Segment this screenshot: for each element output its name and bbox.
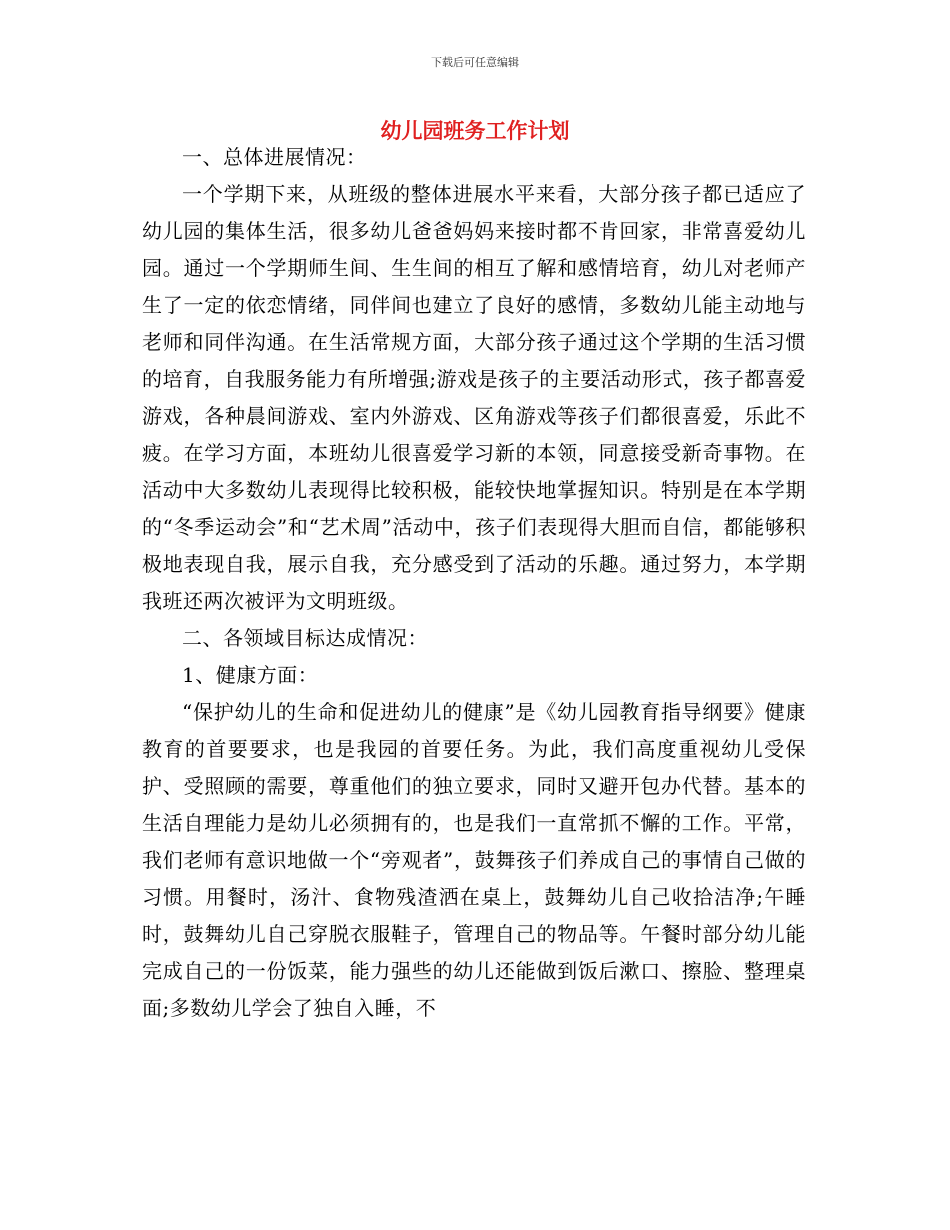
paragraph-overview: 一个学期下来，从班级的整体进展水平来看，大部分孩子都已适应了幼儿园的集体生活，很多幼儿爸爸妈妈来接时都不肯回家，非常喜爱幼儿园。通过一个学期师生间、生生间的相互了解和感情培育，幼儿对老师产生了一定的依恋情绪，同伴间也建立了良好的感情，多数幼儿能主动地与老师和同伴沟通。在生活常规方面，大部分孩子通过这个学期的生活习惯的培育，自我服务能力有所增强;游戏是孩子的主要活动形式，孩子都喜爱游戏，各种晨间游戏、室内外游戏、区角游戏等孩子们都很喜爱，乐此不疲。在学习方面，本班幼儿很喜爱学习新的本领，同意接受新奇事物。在活动中大多数幼儿表现得比较积极，能较快地掌握知识。特别是在本学期的“冬季运动会”和“艺术周”活动中，孩子们表现得大胆而自信，都能够积极地表现自我，展示自我，充分感受到了活动的乐趣。通过努力，本学期我班还两次被评为文明班级。 — [142, 182, 806, 613]
section-heading-goals: 二、各领域目标达成情况： — [182, 626, 428, 650]
paragraph-health: “保护幼儿的生命和促进幼儿的健康”是《幼儿园教育指导纲要》健康教育的首要要求，也是我园的首要任务。为此，我们高度重视幼儿受保护、受照顾的需要，尊重他们的独立要求，同时又避开包办代替。基本的生活自理能力是幼儿必须拥有的，也是我们一直常抓不懈的工作。平常，我们老师有意识地做一个“旁观者”，鼓舞孩子们养成自己的事情自己做的习惯。用餐时，汤汁、食物残渣洒在桌上，鼓舞幼儿自己收拾洁净;午睡时，鼓舞幼儿自己穿脱衣服鞋子，管理自己的物品等。午餐时部分幼儿能完成自己的一份饭菜，能力强些的幼儿还能做到饭后漱口、擦脸、整理桌面;多数幼儿学会了独自入睡，不 — [142, 700, 806, 1020]
section-heading-overview: 一、总体进展情况： — [182, 145, 367, 169]
subsection-heading-health: 1、健康方面： — [182, 663, 319, 687]
document-title: 幼儿园班务工作计划 — [380, 118, 570, 143]
header-note: 下载后可任意编辑 — [431, 56, 519, 69]
document-body — [142, 139, 806, 1027]
